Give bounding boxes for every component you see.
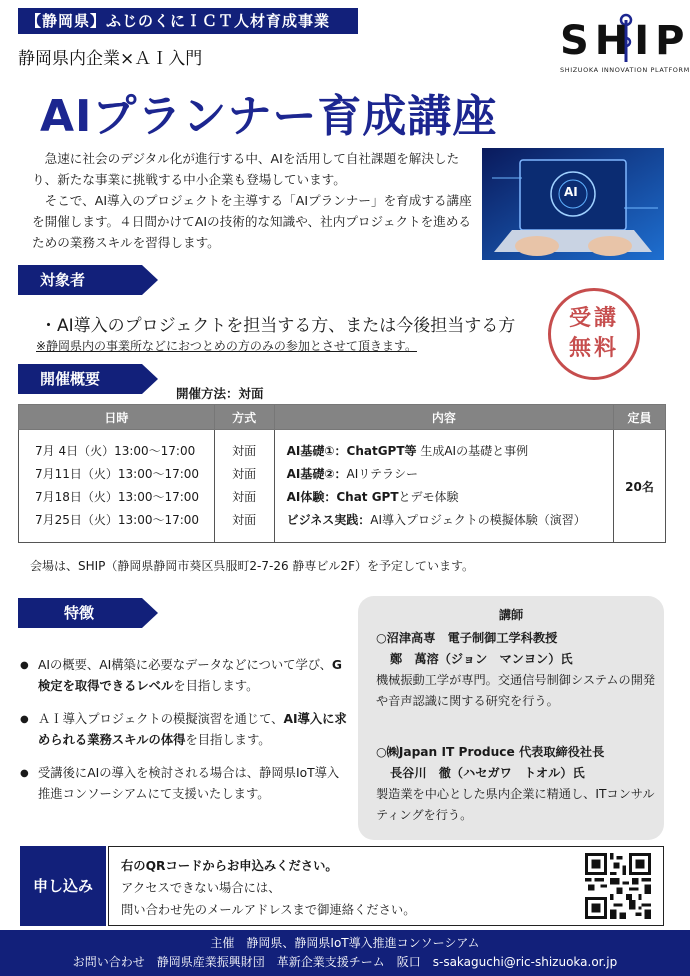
schedule-table xyxy=(18,404,666,543)
table-cell-format: 対面 xyxy=(232,513,257,527)
schedule-formats xyxy=(214,430,274,543)
venue-note: 会場は、SHIP（静岡県静岡市葵区呉服町2-7-26 静専ビル2F）を予定しています。 xyxy=(30,559,475,573)
contact-line: お問い合わせ 静岡県産業振興財団 革新企業支援チーム 阪口 s-sakaguchi@ric-shizuoka.or.jp xyxy=(72,955,618,969)
free-badge: 受講 無料 xyxy=(548,288,640,380)
lecturer-affiliation: ○㈱Japan IT Produce 代表取締役社長 xyxy=(376,745,605,759)
lecturer-2 xyxy=(376,742,660,826)
footer xyxy=(0,930,690,976)
subtitle: 静岡県内企業×ＡＩ入門 xyxy=(18,49,203,69)
table-cell-content: AI基礎①：ChatGPT等 生成AIの基礎と事例 xyxy=(286,444,529,458)
column-header-capacity: 定員 xyxy=(614,405,666,430)
top-banner: 【静岡県】ふじのくにＩＣＴ人材育成事業 xyxy=(18,8,358,34)
apply-fallback: アクセスできない場合には、 xyxy=(121,881,281,895)
table-cell-date: 7月 4日（火）13:00～17:00 xyxy=(35,444,196,458)
lecturer-name: 鄭 萬溶（ジョン マンヨン）氏 xyxy=(390,652,573,666)
features-section-label: 特徴 xyxy=(18,598,94,628)
target-section-label: 対象者 xyxy=(18,265,85,295)
target-note: ※静岡県内の事業所などにおつとめの方のみの参加とさせて頂きます。 xyxy=(36,339,417,353)
lecturer-name: 長谷川 徹（ハセガワ トオル）氏 xyxy=(390,766,585,780)
hero-ai-label: AI xyxy=(564,185,578,199)
table-cell-content: ビジネス実践：AI導入プロジェクトの模擬体験（演習） xyxy=(286,513,586,527)
lecturer-description: 機械振動工学が専門。交通信号制御システムの開発や音声認識に関する研究を行う。 xyxy=(376,673,656,708)
table-cell-capacity: 20名 xyxy=(614,430,666,543)
overview-section-label: 開催概要 xyxy=(18,364,100,394)
schedule-dates xyxy=(19,430,215,543)
features-list xyxy=(20,655,348,817)
intro-text xyxy=(32,148,472,253)
table-cell-content: AI体験：Chat GPTとデモ体験 xyxy=(286,490,459,504)
column-header-date: 日時 xyxy=(19,405,215,430)
lecturer-affiliation: ○沼津高専 電子制御工学科教授 xyxy=(376,631,558,645)
ship-logo xyxy=(530,12,690,78)
list-item: ● 受講後にAIの導入を検討される場合は、静岡県IoT導入推進コンソーシアムにて支援いたします。 xyxy=(20,763,348,805)
qr-code-icon[interactable] xyxy=(585,853,651,919)
intro-paragraph-1: 急速に社会のデジタル化が進行する中、AIを活用して自社課題を解決したり、新たな事業に挑戦する中小企業も登場しています。 xyxy=(32,151,460,187)
list-item: ● AIの概要、AI構築に必要なデータなどについて学び、G検定を取得できるレベルを目指します。 xyxy=(20,655,348,697)
table-cell-date: 7月11日（火）13:00～17:00 xyxy=(35,467,200,481)
ai-laptop-image xyxy=(482,148,664,260)
lecturer-1 xyxy=(376,628,660,712)
table-cell-format: 対面 xyxy=(232,444,257,458)
column-header-format: 方式 xyxy=(214,405,274,430)
apply-box xyxy=(108,846,664,926)
organizer-line: 主催 静岡県、静岡県IoT導入推進コンソーシアム xyxy=(210,936,480,950)
schedule-contents xyxy=(274,430,613,543)
lecturer-title: 講師 xyxy=(498,608,524,622)
table-cell-format: 対面 xyxy=(232,467,257,481)
table-cell-date: 7月25日（火）13:00～17:00 xyxy=(35,513,200,527)
logo-subtext: SHIZUOKA INNOVATION PLATFORM xyxy=(560,66,690,74)
list-item: ● ＡＩ導入プロジェクトの模擬演習を通じて、AI導入に求められる業務スキルの体得を目指します。 xyxy=(20,709,348,751)
apply-instruction: 右のQRコードからお申込みください。 xyxy=(121,859,338,873)
logo-text: SHIP xyxy=(560,18,690,64)
lecturer-box xyxy=(358,596,664,840)
lecturer-description: 製造業を中心とした県内企業に精通し、ITコンサルティングを行う。 xyxy=(376,787,655,822)
apply-contact: 問い合わせ先のメールアドレスまで御連絡ください。 xyxy=(121,903,416,917)
arrow-banner-icon xyxy=(18,265,158,295)
page-title: AIプランナー育成講座 xyxy=(40,91,498,142)
apply-label: 申し込み xyxy=(20,846,106,926)
table-cell-date: 7月18日（火）13:00～17:00 xyxy=(35,490,200,504)
event-method: 開催方法：対面 xyxy=(176,386,264,401)
intro-paragraph-2: そこで、AI導入のプロジェクトを主導する「AIプランナー」を育成する講座を開催します。４日間かけてAIの技術的な知識や、社内プロジェクトを進めるための業務スキルを習得します。 xyxy=(32,193,472,250)
table-cell-format: 対面 xyxy=(232,490,257,504)
column-header-content: 内容 xyxy=(274,405,613,430)
target-description: ・AI導入のプロジェクトを担当する方、または今後担当する方 xyxy=(40,316,516,336)
table-cell-content: AI基礎②：AIリテラシー xyxy=(286,467,419,481)
